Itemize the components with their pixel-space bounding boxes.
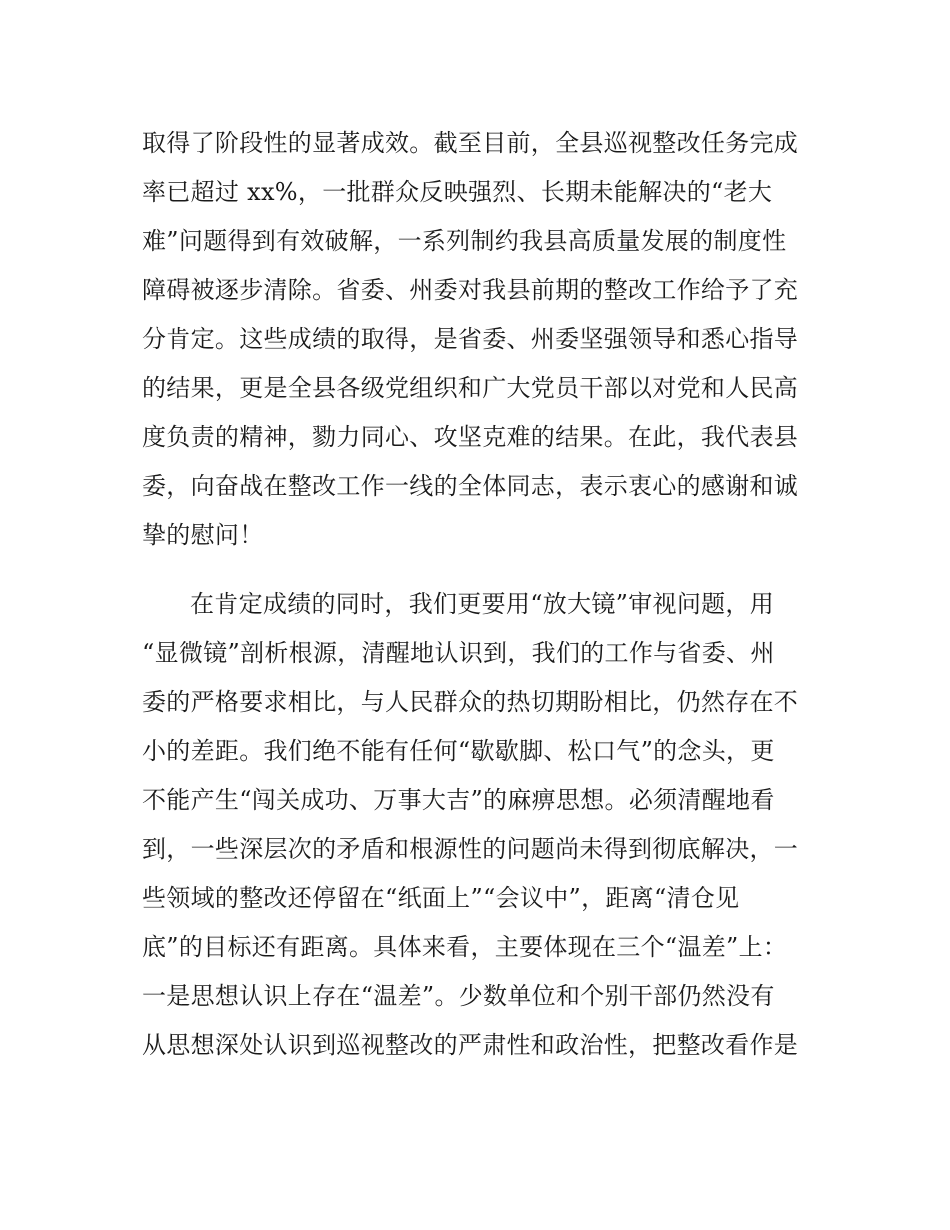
paragraph-line: 不能产生“闯关成功、万事大吉”的麻痹思想。必须清醒地看 <box>142 786 775 814</box>
paragraph-line: “显微镜”剖析根源，清醒地认识到，我们的工作与省委、州 <box>142 639 775 667</box>
paragraph-line: 到，一些深层次的矛盾和根源性的问题尚未得到彻底解决，一 <box>142 835 799 863</box>
paragraph-line: 一是思想认识上存在“温差”。少数单位和个别干部仍然没有 <box>142 982 775 1010</box>
paragraph-line: 的结果，更是全县各级党组织和广大党员干部以对党和人民高 <box>142 374 799 402</box>
paragraph-line: 小的差距。我们绝不能有任何“歇歇脚、松口气”的念头，更 <box>142 737 775 765</box>
paragraph-line: 率已超过 xx%，一批群众反映强烈、长期未能解决的“老大 <box>142 178 773 206</box>
paragraph-line: 从思想深处认识到巡视整改的严肃性和政治性，把整改看作是 <box>142 1031 799 1059</box>
paragraph-line: 取得了阶段性的显著成效。截至目前，全县巡视整改任务完成 <box>142 129 799 157</box>
paragraph-line: 些领域的整改还停留在“纸面上”“会议中”，距离“清仓见 <box>142 884 740 912</box>
paragraph-line: 度负责的精神，勠力同心、攻坚克难的结果。在此，我代表县 <box>142 423 799 451</box>
paragraph-line: 委的严格要求相比，与人民群众的热切期盼相比，仍然存在不 <box>142 688 799 716</box>
paragraph-line: 难”问题得到有效破解，一系列制约我县高质量发展的制度性 <box>142 227 787 255</box>
paragraph-line: 分肯定。这些成绩的取得，是省委、州委坚强领导和悉心指导 <box>142 325 799 353</box>
paragraph-line: 挚的慰问！ <box>142 521 264 549</box>
paragraph-line: 底”的目标还有距离。具体来看，主要体现在三个“温差”上： <box>142 933 788 961</box>
paragraph-line: 委，向奋战在整改工作一线的全体同志，表示衷心的感谢和诚 <box>142 472 799 500</box>
paragraph-line: 障碍被逐步清除。省委、州委对我县前期的整改工作给予了充 <box>142 276 799 304</box>
paragraph-line: 在肯定成绩的同时，我们更要用“放大镜”审视问题，用 <box>190 590 775 618</box>
